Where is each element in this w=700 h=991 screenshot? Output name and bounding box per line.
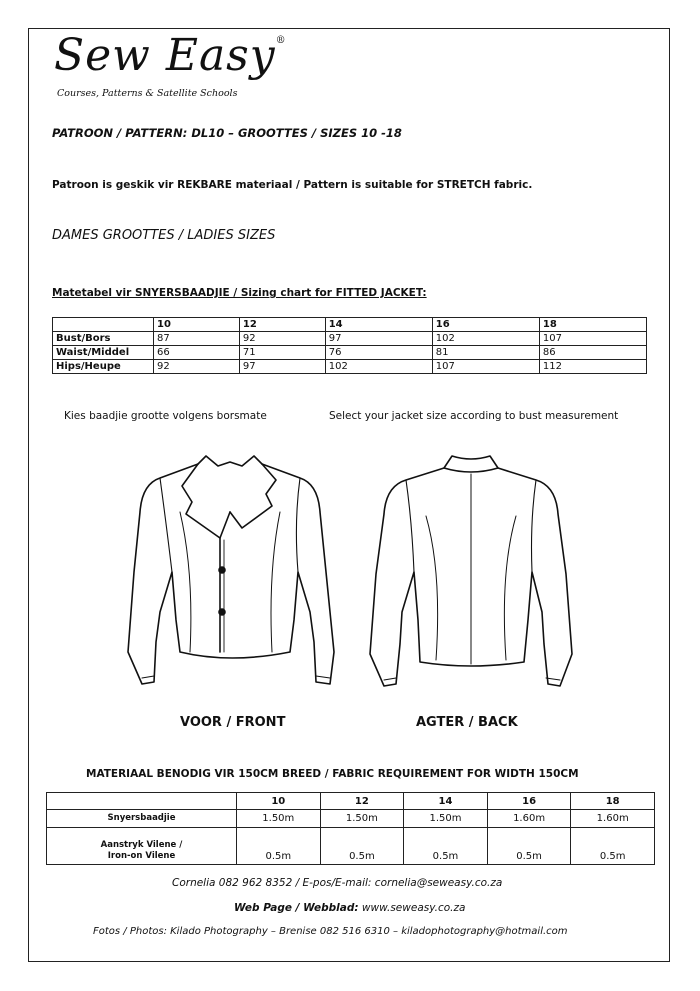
table-header-cell: 16 <box>432 318 539 332</box>
web-line <box>234 902 465 914</box>
table-header-cell: 12 <box>239 318 325 332</box>
jacket-back-illustration <box>360 452 580 692</box>
table-header-row <box>47 793 655 810</box>
front-view-label: VOOR / FRONT <box>180 715 286 730</box>
fabric-table <box>46 792 655 865</box>
contact-line: Cornelia 082 962 8352 / E-pos/E-mail: cornelia@seweasy.co.za <box>172 877 503 889</box>
table-header-cell: 12 <box>320 793 404 810</box>
table-cell: 107 <box>432 360 539 374</box>
table-cell: 1.50m <box>320 810 404 828</box>
ladies-sizes-heading: DAMES GROOTTES / LADIES SIZES <box>52 228 276 243</box>
table-header-cell: 10 <box>154 318 240 332</box>
table-cell: 102 <box>432 332 539 346</box>
table-cell: 0.5m <box>571 828 655 865</box>
table-cell: 0.5m <box>404 828 488 865</box>
table-header-cell: 18 <box>539 318 646 332</box>
brand-tagline: Courses, Patterns & Satellite Schools <box>57 88 238 99</box>
table-cell: 1.50m <box>404 810 488 828</box>
row-label: Waist/Middel <box>53 346 154 360</box>
row-label: Hips/Heupe <box>53 360 154 374</box>
table-cell: 1.50m <box>237 810 321 828</box>
web-label: Web Page / Webblad: <box>234 902 359 914</box>
pattern-line: PATROON / PATTERN: DL10 – GROOTTES / SIZES 10 -18 <box>52 126 402 140</box>
table-cell: 92 <box>239 332 325 346</box>
row-label: Bust/Bors <box>53 332 154 346</box>
table-cell: 86 <box>539 346 646 360</box>
table-cell: 97 <box>239 360 325 374</box>
table-cell: 1.60m <box>571 810 655 828</box>
table-cell: 66 <box>154 346 240 360</box>
photo-credit: Fotos / Photos: Kilado Photography – Brenise 082 516 6310 – kiladophotography@hotmail.com <box>93 926 568 937</box>
table-row <box>53 332 647 346</box>
back-view-label: AGTER / BACK <box>416 715 518 730</box>
table-cell: 107 <box>539 332 646 346</box>
table-cell: 0.5m <box>237 828 321 865</box>
select-note-english: Select your jacket size according to bust measurement <box>329 410 619 422</box>
table-cell: 76 <box>325 346 432 360</box>
table-header-cell: 14 <box>404 793 488 810</box>
table-cell: 102 <box>325 360 432 374</box>
table-cell: 0.5m <box>487 828 571 865</box>
sizing-table <box>52 317 647 374</box>
table-header-cell: 16 <box>487 793 571 810</box>
suitability-text: Patroon is geskik vir REKBARE materiaal / Pattern is suitable for STRETCH fabric. <box>52 179 533 191</box>
table-cell: 92 <box>154 360 240 374</box>
table-cell: 71 <box>239 346 325 360</box>
table-header-cell <box>53 318 154 332</box>
table-header-cell: 18 <box>571 793 655 810</box>
table-cell: 87 <box>154 332 240 346</box>
table-row <box>47 828 655 865</box>
table-row <box>53 346 647 360</box>
table-header-cell: 14 <box>325 318 432 332</box>
table-header-row <box>53 318 647 332</box>
row-label: Snyersbaadjie <box>47 810 237 828</box>
brand-logo: Sew Easy® <box>54 30 287 81</box>
select-note-afrikaans: Kies baadjie grootte volgens borsmate <box>64 410 267 422</box>
table-cell: 0.5m <box>320 828 404 865</box>
row-label: Aanstryk Vilene / Iron-on Vilene <box>47 828 237 865</box>
table-header-cell <box>47 793 237 810</box>
table-cell: 112 <box>539 360 646 374</box>
table-row <box>47 810 655 828</box>
table-row <box>53 360 647 374</box>
jacket-front-illustration <box>120 452 340 692</box>
fabric-requirement-title: MATERIAAL BENODIG VIR 150CM BREED / FABRIC REQUIREMENT FOR WIDTH 150CM <box>86 768 579 780</box>
table-cell: 1.60m <box>487 810 571 828</box>
table-cell: 81 <box>432 346 539 360</box>
web-url[interactable]: www.seweasy.co.za <box>361 902 466 914</box>
sizing-chart-title: Matetabel vir SNYERSBAADJIE / Sizing chart for FITTED JACKET: <box>52 287 427 299</box>
table-cell: 97 <box>325 332 432 346</box>
table-header-cell: 10 <box>237 793 321 810</box>
